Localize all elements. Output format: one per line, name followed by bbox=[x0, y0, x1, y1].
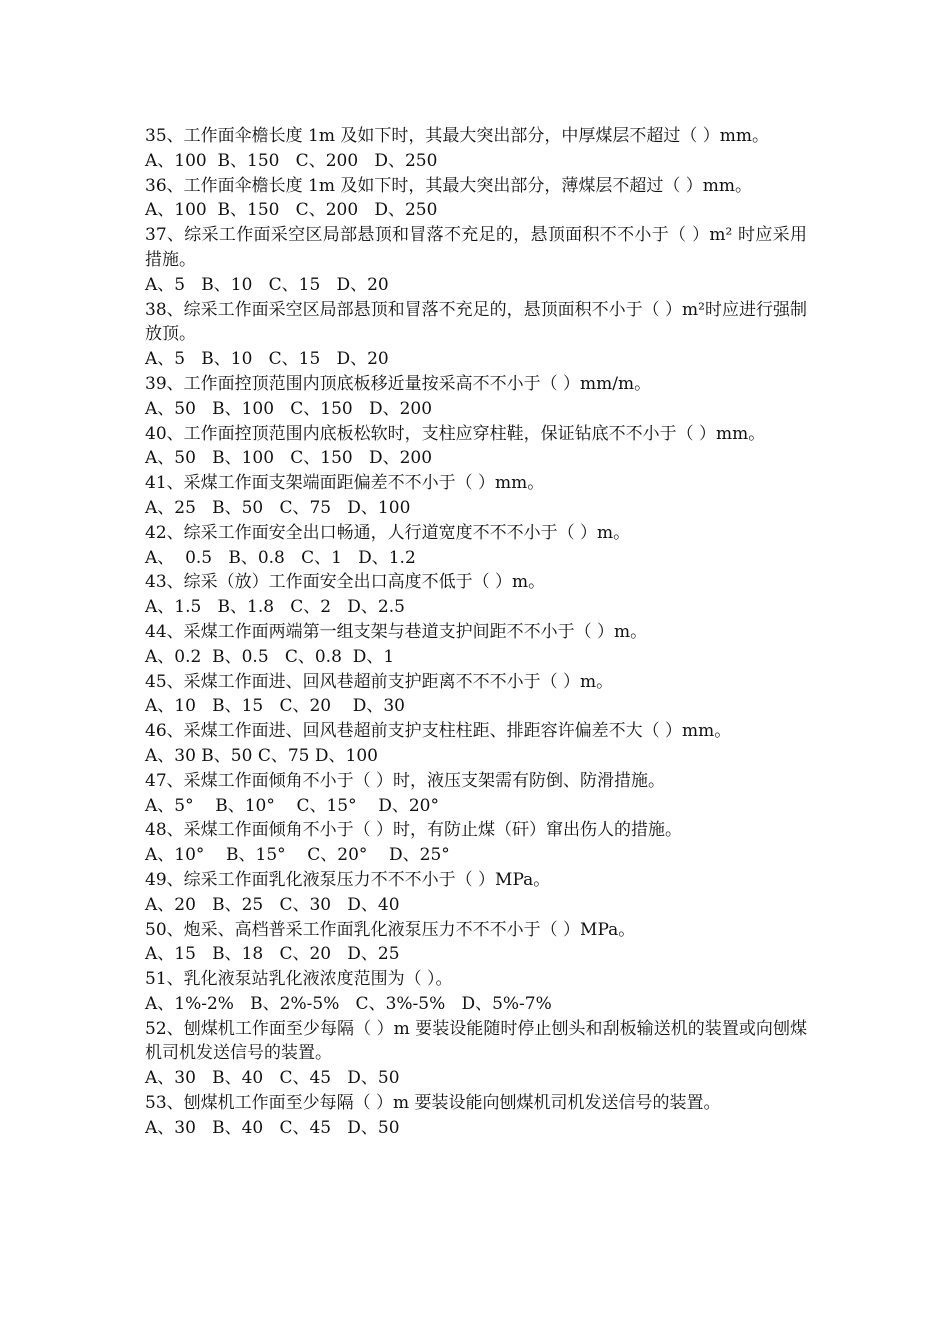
answer-options: A、50 B、100 C、150 D、200 bbox=[145, 398, 433, 419]
answer-options: A、25 B、50 C、75 D、100 bbox=[145, 497, 411, 518]
question-text: 37、综采工作面采空区局部悬顶和冒落不充足的，悬顶面积不不小于（ ）m² 时应采用措施。 bbox=[145, 225, 807, 270]
document-page bbox=[145, 124, 807, 1141]
answer-options: A、5° B、10° C、15° D、20° bbox=[145, 795, 439, 816]
answer-options: A、5 B、10 C、15 D、20 bbox=[145, 274, 389, 295]
answer-options: A、50 B、100 C、150 D、200 bbox=[145, 448, 433, 469]
question-block bbox=[145, 124, 807, 174]
answer-options: A、100 B、150 C、200 D、250 bbox=[145, 200, 438, 221]
question-block bbox=[145, 298, 807, 372]
question-block bbox=[145, 372, 807, 422]
question-block bbox=[145, 1091, 807, 1141]
question-block bbox=[145, 918, 807, 968]
question-block bbox=[145, 422, 807, 472]
question-text: 45、采煤工作面进、回风巷超前支护距离不不不小于（ ）m。 bbox=[145, 671, 614, 692]
question-text: 42、综采工作面安全出口畅通，人行道宽度不不不小于（ ）m。 bbox=[145, 522, 631, 543]
question-text: 49、综采工作面乳化液泵压力不不不小于（ ）MPa。 bbox=[145, 869, 551, 890]
question-text: 35、工作面伞檐长度 1m 及如下时，其最大突出部分，中厚煤层不超过（ ）mm。 bbox=[145, 126, 770, 146]
answer-options: A、30 B、40 C、45 D、50 bbox=[145, 1117, 400, 1138]
question-block bbox=[145, 769, 807, 819]
answer-options: A、 0.5 B、0.8 C、1 D、1.2 bbox=[145, 547, 416, 568]
question-block bbox=[145, 471, 807, 521]
question-text: 44、采煤工作面两端第一组支架与巷道支护间距不不小于（ ）m。 bbox=[145, 621, 648, 642]
question-block bbox=[145, 719, 807, 769]
question-text: 38、综采工作面采空区局部悬顶和冒落不充足的，悬顶面积不小于（ ）m²时应进行强制放顶。 bbox=[145, 299, 807, 345]
question-block bbox=[145, 818, 807, 868]
answer-options: A、30 B、40 C、45 D、50 bbox=[145, 1068, 400, 1089]
question-text: 53、刨煤机工作面至少每隔（ ）m 要装设能向刨煤机司机发送信号的装置。 bbox=[145, 1093, 721, 1114]
question-text: 40、工作面控顶范围内底板松软时，支柱应穿柱鞋，保证钻底不不小于（ ）mm。 bbox=[145, 423, 766, 444]
question-text: 52、刨煤机工作面至少每隔（ ）m 要装设能随时停止刨头和刮板输送机的装置或向刨煤机司机发送信号的装置。 bbox=[145, 1018, 807, 1064]
question-block bbox=[145, 521, 807, 571]
answer-options: A、10° B、15° C、20° D、25° bbox=[145, 845, 450, 866]
question-text: 41、采煤工作面支架端面距偏差不不小于（ ）mm。 bbox=[145, 473, 545, 494]
question-text: 47、采煤工作面倾角不小于（ ）时，液压支架需有防倒、防滑措施。 bbox=[145, 770, 666, 791]
question-block bbox=[145, 670, 807, 720]
answer-options: A、1%-2% B、2%-5% C、3%-5% D、5%-7% bbox=[145, 993, 552, 1014]
question-block bbox=[145, 174, 807, 224]
question-text: 39、工作面控顶范围内顶底板移近量按采高不不小于（ ）mm/m。 bbox=[145, 373, 652, 394]
question-block bbox=[145, 868, 807, 918]
answer-options: A、0.2 B、0.5 C、0.8 D、1 bbox=[145, 646, 395, 667]
question-text: 43、综采（放）工作面安全出口高度不低于（ ）m。 bbox=[145, 572, 546, 593]
answer-options: A、20 B、25 C、30 D、40 bbox=[145, 894, 400, 915]
answer-options: A、5 B、10 C、15 D、20 bbox=[145, 349, 389, 370]
answer-options: A、1.5 B、1.8 C、2 D、2.5 bbox=[145, 597, 405, 618]
question-text: 51、乳化液泵站乳化液浓度范围为（ ）。 bbox=[145, 969, 453, 990]
question-block bbox=[145, 1017, 807, 1091]
question-text: 46、采煤工作面进、回风巷超前支护支柱柱距、排距容许偏差不大（ ）mm。 bbox=[145, 721, 732, 742]
answer-options: A、15 B、18 C、20 D、25 bbox=[145, 944, 400, 965]
question-text: 50、炮采、高档普采工作面乳化液泵压力不不不小于（ ）MPa。 bbox=[145, 919, 636, 940]
answer-options: A、30 B、50 C、75 D、100 bbox=[145, 745, 378, 766]
question-block bbox=[145, 570, 807, 620]
question-block bbox=[145, 223, 807, 297]
answer-options: A、10 B、15 C、20 D、30 bbox=[145, 696, 405, 717]
question-block bbox=[145, 967, 807, 1017]
question-block bbox=[145, 620, 807, 670]
question-text: 36、工作面伞檐长度 1m 及如下时，其最大突出部分，薄煤层不超过（ ）mm。 bbox=[145, 175, 753, 196]
question-text: 48、采煤工作面倾角不小于（ ）时，有防止煤（矸）窜出伤人的措施。 bbox=[145, 820, 683, 841]
answer-options: A、100 B、150 C、200 D、250 bbox=[145, 150, 438, 171]
